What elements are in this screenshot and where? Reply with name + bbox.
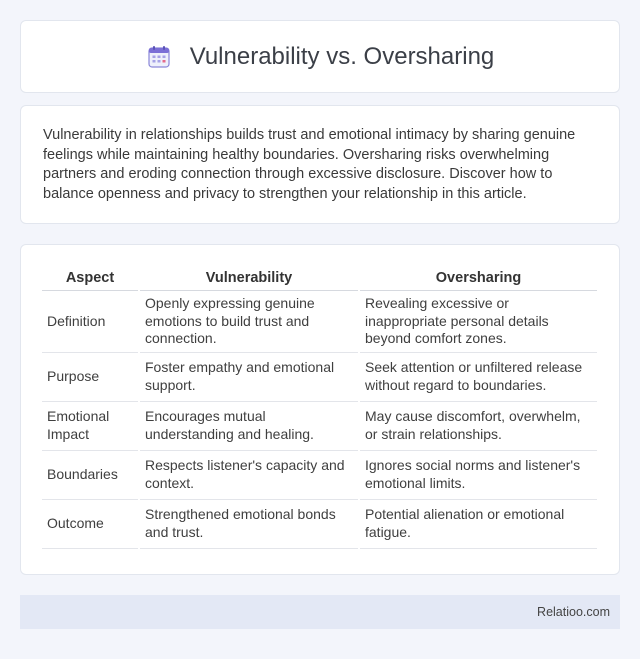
- table-cell-oversharing: Potential alienation or emotional fatigue.: [360, 500, 597, 549]
- table-cell-vulnerability: Openly expressing genuine emotions to build trust and connection.: [140, 291, 358, 353]
- table-cell-oversharing: Ignores social norms and listener's emotional limits.: [360, 451, 597, 500]
- table-cell-aspect: Definition: [42, 291, 138, 353]
- intro-card: [20, 105, 620, 224]
- calendar-icon: [146, 44, 172, 70]
- header-aspect: Aspect: [42, 265, 138, 291]
- comparison-table: [40, 265, 599, 549]
- table-row: [42, 451, 597, 500]
- header-vulnerability: Vulnerability: [140, 265, 358, 291]
- intro-text: Vulnerability in relationships builds trust and emotional intimacy by sharing genuine feelings while maintaining healthy boundaries. Oversharing risks overwhelming partners and eroding connection through excessive disclosure. Discover how to balance openness and privacy to strengthen your relationship in this article.: [43, 127, 576, 202]
- title-card: [20, 20, 620, 93]
- table-cell-aspect: Emotional Impact: [42, 402, 138, 451]
- table-row: [42, 500, 597, 549]
- table-header-row: [42, 265, 597, 291]
- table-cell-vulnerability: Encourages mutual understanding and healing.: [140, 402, 358, 451]
- footer-site-link[interactable]: Relatioo.com: [537, 605, 610, 619]
- table-cell-aspect: Boundaries: [42, 451, 138, 500]
- table-cell-aspect: Outcome: [42, 500, 138, 549]
- page-title: Vulnerability vs. Oversharing: [189, 42, 495, 70]
- table-row: [42, 402, 597, 451]
- comparison-table-card: [20, 244, 620, 575]
- table-cell-vulnerability: Respects listener's capacity and context.: [140, 451, 358, 500]
- table-cell-oversharing: May cause discomfort, overwhelm, or strain relationships.: [360, 402, 597, 451]
- table-cell-aspect: Purpose: [42, 353, 138, 402]
- table-cell-vulnerability: Strengthened emotional bonds and trust.: [140, 500, 358, 549]
- footer: [20, 595, 620, 629]
- header-oversharing: Oversharing: [360, 265, 597, 291]
- table-cell-vulnerability: Foster empathy and emotional support.: [140, 353, 358, 402]
- table-cell-oversharing: Revealing excessive or inappropriate personal details beyond comfort zones.: [360, 291, 597, 353]
- table-row: [42, 353, 597, 402]
- table-row: [42, 291, 597, 353]
- table-cell-oversharing: Seek attention or unfiltered release without regard to boundaries.: [360, 353, 597, 402]
